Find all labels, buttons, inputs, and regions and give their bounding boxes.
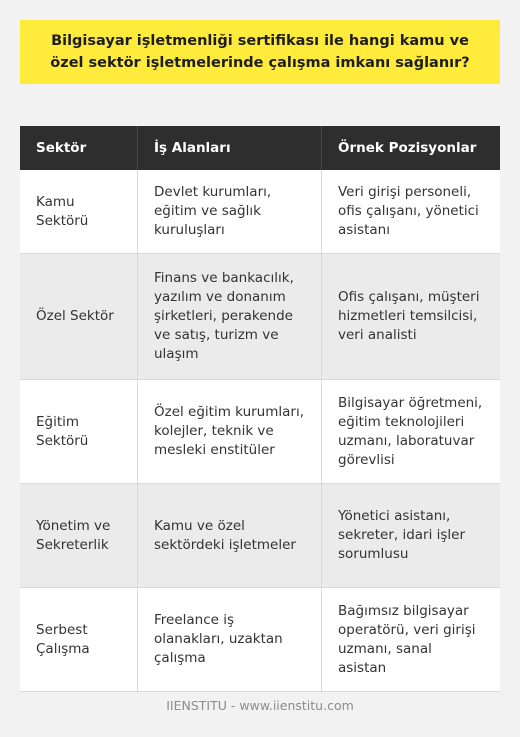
cell-positions: Ofis çalışanı, müşteri hizmetleri temsilcisi, veri analisti <box>322 254 500 380</box>
table-header-row <box>20 126 500 170</box>
banner-title: Bilgisayar işletmenliği sertifikası ile hangi kamu ve özel sektör işletmelerinde çalışma imkanı sağlanır? <box>50 33 470 71</box>
cell-sector: Yönetim ve Sekreterlik <box>20 484 138 588</box>
table-row <box>20 588 500 692</box>
table-row <box>20 484 500 588</box>
cell-work-areas: Finans ve bankacılık, yazılım ve donanım şirketleri, perakende ve satış, turizm ve ulaşım <box>138 254 322 380</box>
cell-sector: Kamu Sektörü <box>20 170 138 254</box>
cell-sector: Serbest Çalışma <box>20 588 138 692</box>
cell-positions: Bağımsız bilgisayar operatörü, veri girişi uzmanı, sanal asistan <box>322 588 500 692</box>
header-work-areas: İş Alanları <box>138 126 322 170</box>
cell-positions: Veri girişi personeli, ofis çalışanı, yönetici asistanı <box>322 170 500 254</box>
title-banner <box>20 20 500 84</box>
footer-credit: IIENSTITU - www.iienstitu.com <box>166 698 354 713</box>
table-row <box>20 254 500 380</box>
header-example-positions: Örnek Pozisyonlar <box>322 126 500 170</box>
header-sector: Sektör <box>20 126 138 170</box>
table-row <box>20 380 500 484</box>
cell-positions: Bilgisayar öğretmeni, eğitim teknolojileri uzmanı, laboratuvar görevlisi <box>322 380 500 484</box>
cell-work-areas: Kamu ve özel sektördeki işletmeler <box>138 484 322 588</box>
table-row <box>20 170 500 254</box>
cell-work-areas: Özel eğitim kurumları, kolejler, teknik ve mesleki enstitüler <box>138 380 322 484</box>
cell-sector: Eğitim Sektörü <box>20 380 138 484</box>
cell-work-areas: Freelance iş olanakları, uzaktan çalışma <box>138 588 322 692</box>
cell-sector: Özel Sektör <box>20 254 138 380</box>
sector-table <box>20 126 500 692</box>
cell-positions: Yönetici asistanı, sekreter, idari işler sorumlusu <box>322 484 500 588</box>
cell-work-areas: Devlet kurumları, eğitim ve sağlık kuruluşları <box>138 170 322 254</box>
